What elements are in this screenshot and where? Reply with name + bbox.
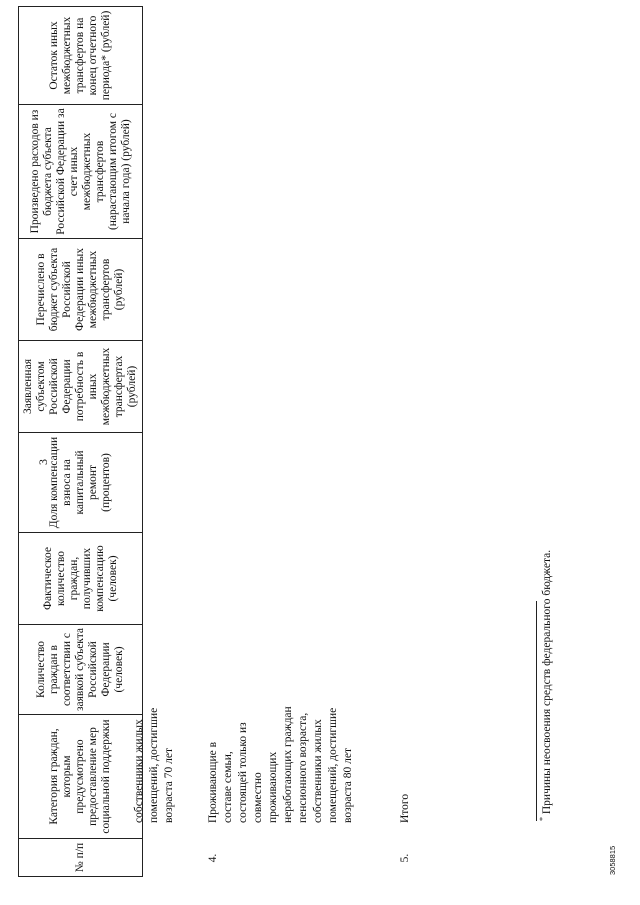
page-number: 3 bbox=[36, 459, 50, 465]
header-requested-count: Количество граждан в соответствии с заявкой субъекта Российской Федерации (человек) bbox=[19, 625, 143, 715]
header-category: Категория граждан, которым предусмотрено предоставление мер социальной поддержки bbox=[19, 715, 143, 839]
row-number: 4. bbox=[207, 853, 219, 863]
header-remainder: Остаток иных межбюджетных трансфертов на конец отчетного периода* (рублей) bbox=[19, 7, 143, 105]
header-share: Доля компенсации взноса на капитальный ремонт (процентов) bbox=[19, 433, 143, 533]
report-table-header bbox=[18, 6, 143, 877]
document-id: 3058815 bbox=[608, 845, 617, 875]
header-actual-count: Фактическое количество граждан, получивших компенсацию (человек) bbox=[19, 533, 143, 625]
footnote-divider bbox=[536, 601, 537, 821]
row-category: Итого bbox=[399, 793, 411, 823]
footnote-mark: * bbox=[538, 817, 547, 821]
footnote bbox=[538, 550, 553, 821]
header-declared-need: Заявленная субъектом Российской Федерации потребность в иных межбюджетных трансфертах (рублей) bbox=[19, 341, 143, 433]
header-transferred: Перечислено в бюджет субъекта Российской Федерации иных межбюджетных трансфертов (рублей) bbox=[19, 239, 143, 341]
header-num: № п/п bbox=[19, 839, 143, 877]
footnote-text: Причины неосвоения средств федерального бюджета. bbox=[540, 549, 553, 815]
row-category: собственники жилых помещений, достигшие возраста 70 лет bbox=[133, 707, 175, 823]
header-spent: Произведено расходов из бюджета субъекта Российской Федерации за счет иных межбюджетных трансфертов (нарастающим итогом с начала года) (рублей) bbox=[19, 105, 143, 239]
row-number: 5. bbox=[399, 853, 411, 863]
row-category: Проживающие в составе семьи, состоящей только из совместно проживающих неработающих граждан пенсионного возраста, собственники жилых помещений, достигшие возраста 80 лет bbox=[207, 706, 354, 823]
